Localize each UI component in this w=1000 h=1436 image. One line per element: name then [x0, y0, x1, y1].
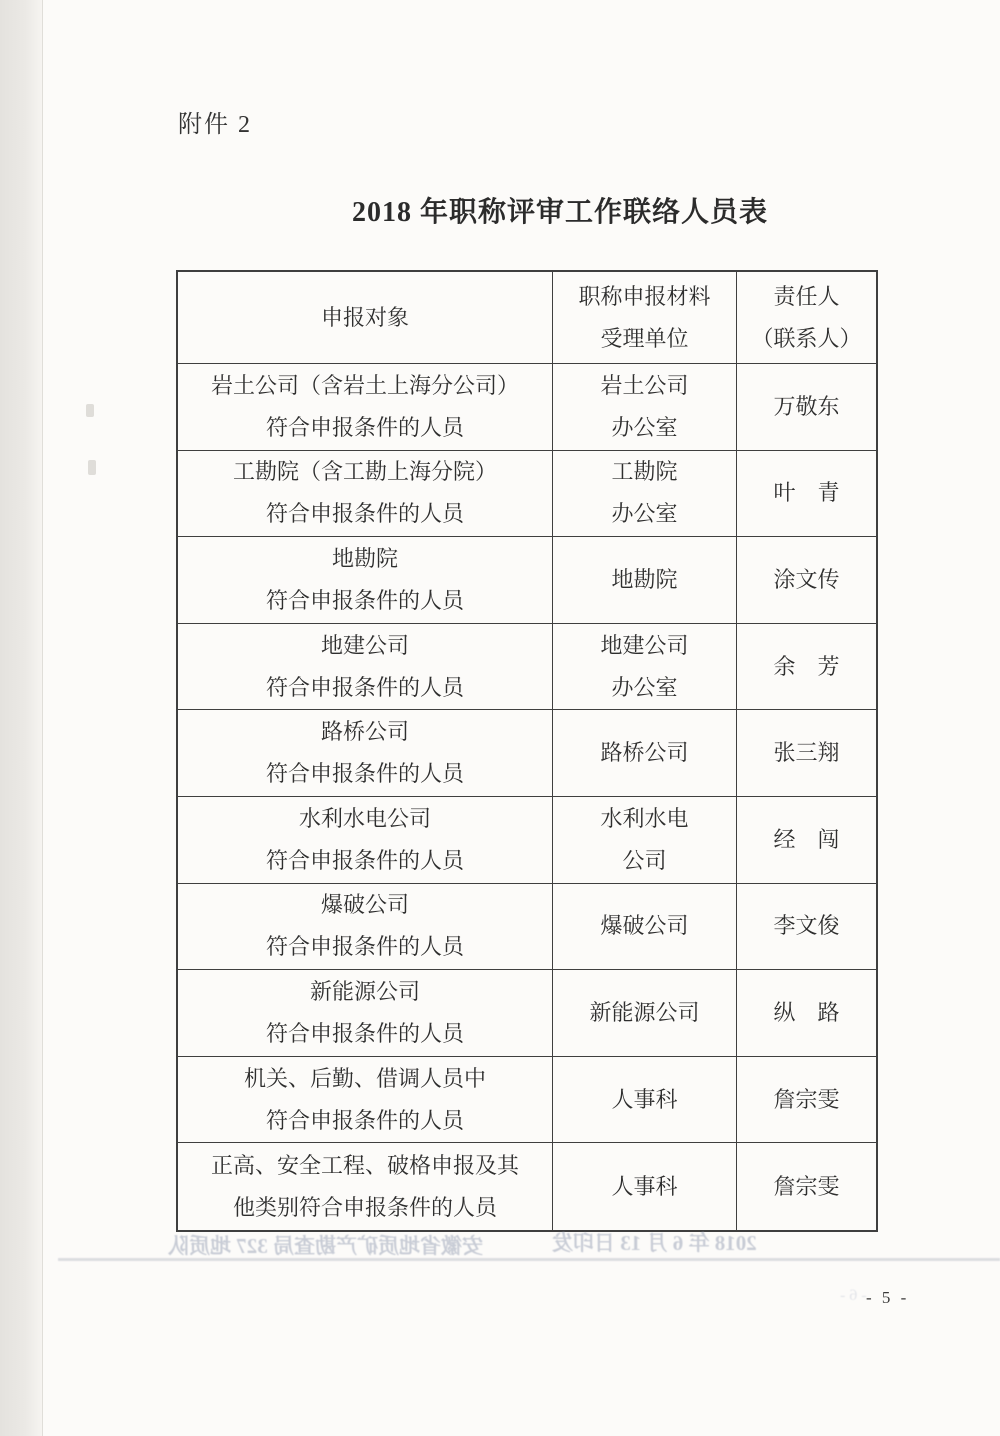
scan-speck	[86, 404, 94, 417]
target-line-1: 岩土公司（含岩土上海分公司）	[210, 372, 519, 398]
contact-table	[176, 270, 878, 1232]
cell-target	[178, 537, 553, 624]
person-name: 张三翔	[773, 740, 840, 766]
cell-unit	[553, 451, 737, 538]
target-line-1: 地勘院	[331, 545, 398, 571]
page-number: - 5 -	[866, 1288, 910, 1307]
unit-line-1: 水利水电	[600, 805, 689, 831]
table-row	[178, 1057, 876, 1144]
target-line-2: 符合申报条件的人员	[265, 761, 464, 787]
table-header-row	[178, 272, 876, 364]
cell-target	[178, 451, 553, 538]
unit-line-2: 办公室	[611, 674, 678, 700]
document-title: 2018 年职称评审工作联络人员表	[351, 197, 768, 228]
header-person-line-2: （联系人）	[751, 325, 862, 351]
cell-unit	[553, 797, 737, 884]
unit-line-1: 人事科	[611, 1086, 678, 1112]
header-cell-person	[737, 272, 876, 364]
target-line-2: 符合申报条件的人员	[265, 587, 464, 613]
cell-person	[737, 710, 876, 797]
cell-target	[178, 884, 553, 971]
unit-line-1: 爆破公司	[600, 913, 689, 939]
cell-target	[178, 970, 553, 1057]
target-line-2: 符合申报条件的人员	[265, 674, 464, 700]
cell-target	[178, 364, 553, 451]
target-line-1: 路桥公司	[320, 719, 409, 745]
cell-unit	[553, 884, 737, 971]
target-line-2: 符合申报条件的人员	[265, 847, 464, 873]
cell-target	[178, 797, 553, 884]
cell-target	[178, 710, 553, 797]
cell-person	[737, 884, 876, 971]
target-line-2: 符合申报条件的人员	[265, 1107, 464, 1133]
table-row	[178, 797, 876, 884]
target-line-1: 水利水电公司	[298, 805, 431, 831]
table-row	[178, 364, 876, 451]
target-line-2: 符合申报条件的人员	[265, 414, 464, 440]
cell-unit	[553, 537, 737, 624]
target-line-1: 新能源公司	[309, 978, 420, 1004]
target-line-1: 正高、安全工程、破格申报及其	[210, 1152, 519, 1178]
unit-line-1: 工勘院	[611, 459, 678, 485]
cell-unit	[553, 710, 737, 797]
unit-line-1: 地勘院	[611, 566, 678, 592]
cell-target	[178, 1143, 553, 1230]
bleed-through-page-number: - 6 -	[840, 1287, 867, 1304]
scan-speck	[88, 460, 96, 475]
header-person-line-1: 责任人	[773, 283, 840, 309]
cell-person	[737, 1143, 876, 1230]
unit-line-1: 人事科	[611, 1173, 678, 1199]
target-line-1: 爆破公司	[320, 892, 409, 918]
unit-line-1: 岩土公司	[600, 372, 689, 398]
target-line-1: 工勘院（含工勘上海分院）	[232, 459, 497, 485]
table-row	[178, 884, 876, 971]
header-cell-target	[178, 272, 553, 364]
target-line-1: 地建公司	[320, 632, 409, 658]
target-line-1: 机关、后勤、借调人员中	[243, 1065, 486, 1091]
header-unit-line-2: 受理单位	[600, 325, 689, 351]
cell-unit	[553, 624, 737, 711]
cell-target	[178, 1057, 553, 1144]
header-unit-line-1: 职称申报材料	[578, 283, 711, 309]
bleed-through-text-right: 2018 年 6 月 13 日印发	[552, 1231, 757, 1255]
person-name: 经 闯	[773, 826, 840, 852]
person-name: 万敬东	[773, 393, 840, 419]
header-cell-unit	[553, 272, 737, 364]
target-line-2: 符合申报条件的人员	[265, 1020, 464, 1046]
person-name: 李文俊	[773, 913, 840, 939]
person-name: 叶 青	[773, 480, 840, 506]
cell-person	[737, 537, 876, 624]
cell-unit	[553, 364, 737, 451]
person-name: 詹宗雯	[773, 1173, 840, 1199]
table-row	[178, 970, 876, 1057]
unit-line-1: 路桥公司	[600, 740, 689, 766]
target-line-2: 符合申报条件的人员	[265, 934, 464, 960]
table-row	[178, 710, 876, 797]
cell-unit	[553, 970, 737, 1057]
person-name: 纵 路	[773, 999, 840, 1025]
cell-target	[178, 624, 553, 711]
person-name: 涂文传	[773, 566, 840, 592]
cell-person	[737, 1057, 876, 1144]
cell-person	[737, 970, 876, 1057]
unit-line-1: 新能源公司	[589, 999, 700, 1025]
table-row	[178, 537, 876, 624]
cell-person	[737, 797, 876, 884]
scanner-edge-strip	[0, 0, 43, 1436]
cell-person	[737, 624, 876, 711]
target-line-2: 符合申报条件的人员	[265, 501, 464, 527]
unit-line-2: 公司	[622, 847, 667, 873]
target-line-2: 他类别符合申报条件的人员	[232, 1194, 497, 1220]
cell-person	[737, 451, 876, 538]
table-row	[178, 1143, 876, 1230]
attachment-label: 附件 2	[178, 112, 252, 138]
cell-unit	[553, 1057, 737, 1144]
cell-unit	[553, 1143, 737, 1230]
unit-line-2: 办公室	[611, 414, 678, 440]
table-row	[178, 451, 876, 538]
person-name: 詹宗雯	[773, 1086, 840, 1112]
unit-line-2: 办公室	[611, 501, 678, 527]
bleed-through-text-left: 安徽省地质矿产勘查局 327 地质队	[168, 1234, 483, 1258]
person-name: 余 芳	[773, 653, 840, 679]
table-row	[178, 624, 876, 711]
cell-person	[737, 364, 876, 451]
header-target-line-1: 申报对象	[320, 304, 409, 330]
unit-line-1: 地建公司	[600, 632, 689, 658]
bleed-through-rule	[58, 1258, 1000, 1261]
